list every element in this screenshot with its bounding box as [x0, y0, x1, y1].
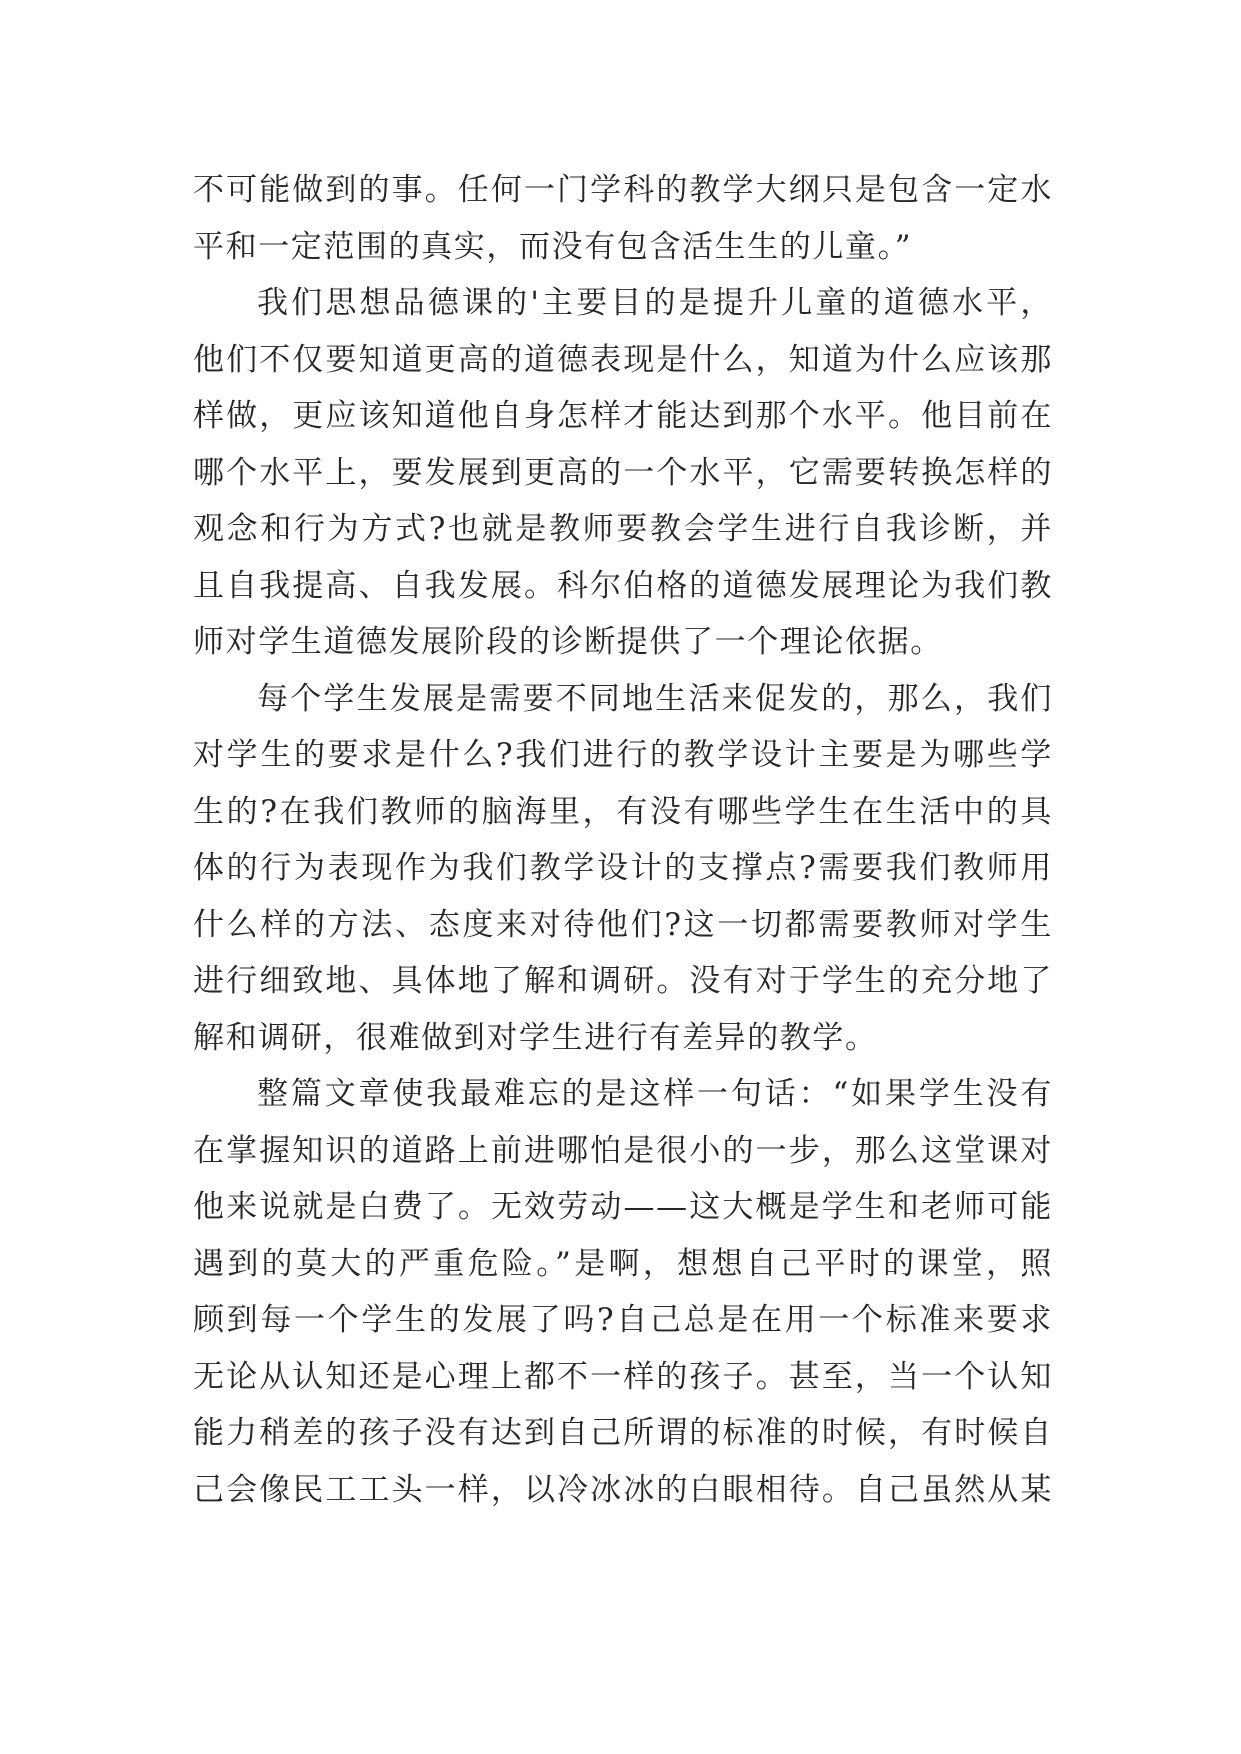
text-line: 顾到每一个学生的发展了吗?自己总是在用一个标准来要求	[193, 1302, 1053, 1338]
text-line: 每个学生发展是需要不同地生活来促发的，那么，我们	[257, 680, 1053, 717]
text-line: 解和调研，很难做到对学生进行有差异的教学。	[193, 1019, 878, 1056]
text-line: 整篇文章使我最难忘的是这样一句话：“如果学生没有	[257, 1076, 1053, 1112]
text-line: 什么样的方法、态度来对待他们?这一切都需要教师对学生	[193, 906, 1053, 943]
text-line: 观念和行为方式?也就是教师要教会学生进行自我诊断，并	[193, 511, 1053, 547]
text-line: 他们不仅要知道更高的道德表现是什么，知道为什么应该那	[193, 341, 1053, 378]
text-line: 他来说就是白费了。无效劳动——这大概是学生和老师可能	[193, 1189, 1053, 1225]
text-line: 对学生的要求是什么?我们进行的教学设计主要是为哪些学	[193, 737, 1053, 773]
text-line: 且自我提高、自我发展。科尔伯格的道德发展理论为我们教	[193, 567, 1053, 604]
text-line: 师对学生道德发展阶段的诊断提供了一个理论依据。	[193, 624, 943, 660]
text-line: 样做，更应该知道他自身怎样才能达到那个水平。他目前在	[193, 398, 1053, 434]
text-line: 遇到的莫大的严重危险。”是啊，想想自己平时的课堂，照	[193, 1245, 1053, 1282]
body-text	[193, 162, 1053, 1518]
text-line: 我们思想品德课的'主要目的是提升儿童的道德水平，	[257, 285, 1053, 321]
text-line: 生的?在我们教师的脑海里，有没有哪些学生在生活中的具	[193, 793, 1053, 830]
text-line: 己会像民工工头一样，以冷冰冰的白眼相待。自己虽然从某	[193, 1471, 1053, 1508]
text-line: 体的行为表现作为我们教学设计的支撑点?需要我们教师用	[193, 850, 1053, 886]
text-line: 在掌握知识的道路上前进哪怕是很小的一步，那么这堂课对	[193, 1132, 1053, 1169]
text-line: 能力稍差的孩子没有达到自己所谓的标准的时候，有时候自	[193, 1415, 1053, 1451]
text-line: 哪个水平上，要发展到更高的一个水平，它需要转换怎样的	[193, 454, 1053, 491]
text-line: 无论从认知还是心理上都不一样的孩子。甚至，当一个认知	[193, 1358, 1053, 1395]
text-line: 进行细致地、具体地了解和调研。没有对于学生的充分地了	[193, 963, 1053, 999]
text-line: 不可能做到的事。任何一门学科的教学大纲只是包含一定水	[193, 172, 1053, 208]
text-line: 平和一定范围的真实，而没有包含活生生的儿童。”	[193, 228, 913, 265]
